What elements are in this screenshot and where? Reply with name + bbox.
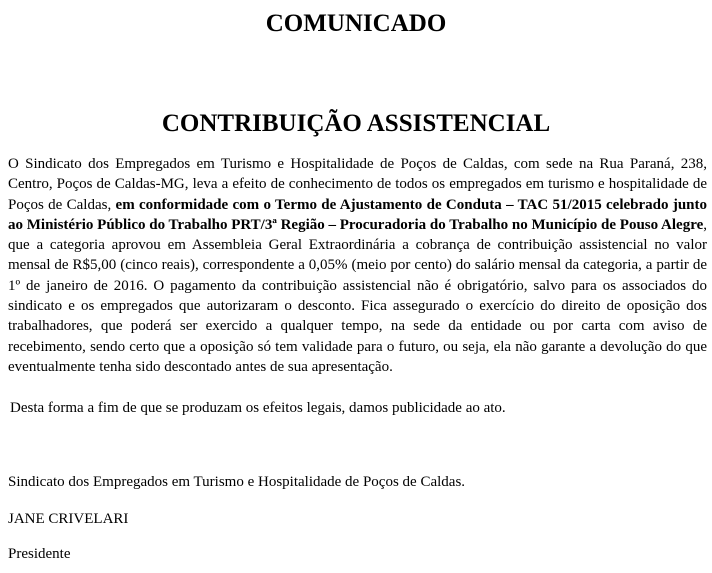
- signature-organization: Sindicato dos Empregados em Turismo e Hospitalidade de Poços de Caldas.: [8, 474, 466, 490]
- paragraph-text-end: , que a categoria aprovou em Assembleia Geral Extraordinária a cobrança de contribuição assistencial no valor mensal de R$5,00 (cinco reais), correspondente a 0,05% (meio por cento) do salário mensal da categoria, a partir de 1º de janeiro de 2016. O pagamento da contribuição assistencial não é obrigatório, salvo para os associados do sindicato e os empregados que autorizaram o desconto. Fica assegurado o exercício do direito de oposição dos trabalhadores, que poderá ser exercido a qualquer tempo, na sede da entidade ou por carta com aviso de recebimento, sendo certo que a oposição só tem validade para o futuro, ou seja, ela não garante a devolução do que eventualmente tenha sido descontado antes de sua apresentação.: [8, 216, 708, 375]
- closing-sentence: Desta forma a fim de que se produzam os efeitos legais, damos publicidade ao ato.: [10, 400, 506, 416]
- document-subtitle: CONTRIBUIÇÃO ASSISTENCIAL: [161, 110, 551, 137]
- paragraph-bold-reference: em conformidade com o Termo de Ajustamento de Conduta – TAC 51/2015 celebrado junto ao Ministério Público do Trabalho PRT/3ª Região – Procuradoria do Trabalho no Município de Pouso Alegre: [8, 196, 707, 233]
- signature-name: JANE CRIVELARI: [8, 511, 129, 527]
- main-paragraph: [8, 154, 707, 377]
- signature-role: Presidente: [8, 546, 71, 562]
- paragraph-text-start: O Sindicato dos Empregados em Turismo e Hospitalidade de Poços de Caldas, com sede na Rua Paraná, 238, Centro, Poços de Caldas-MG, leva a efeito de conhecimento de todos os empregados em turismo e hospitalidade de Poços de Caldas,: [8, 156, 707, 213]
- document-title: COMUNICADO: [265, 10, 447, 37]
